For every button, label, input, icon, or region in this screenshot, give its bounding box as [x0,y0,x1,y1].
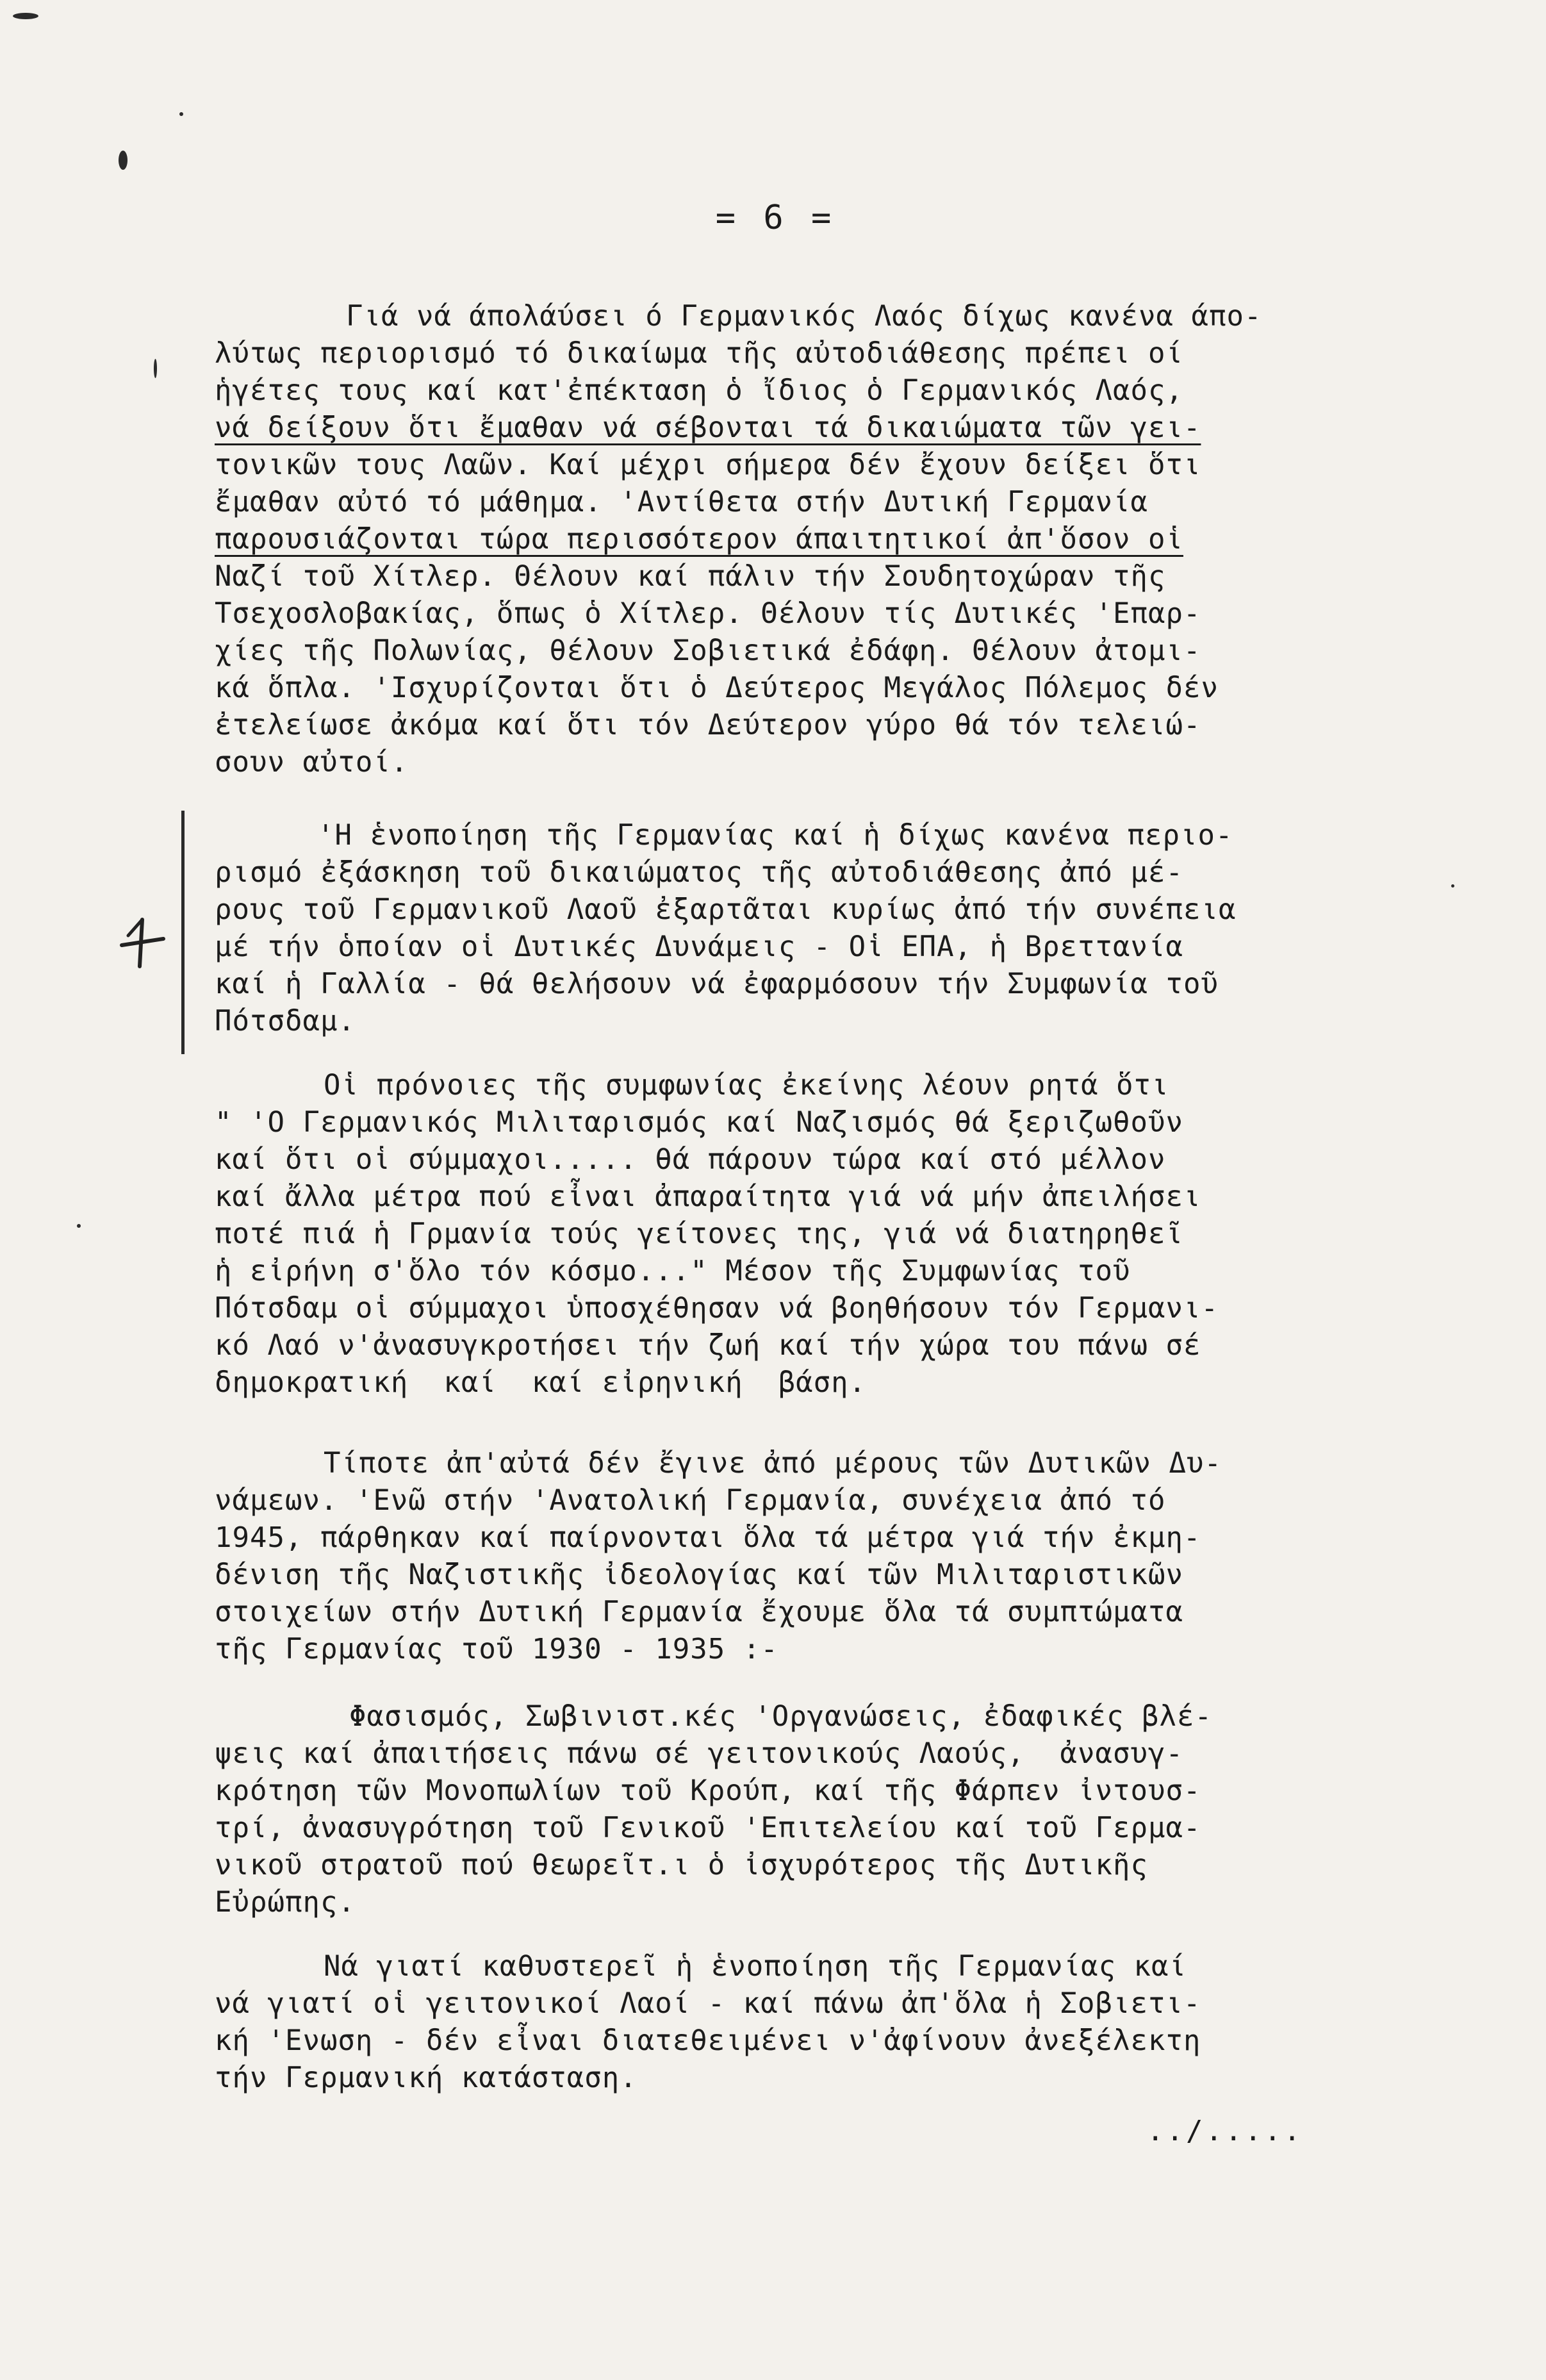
text-line: Πότσδαμ. [215,1005,356,1037]
paragraph-6 [215,1948,1361,2097]
text-line: Φασισμός, Σωβινιστ.κές 'Οργανώσεις, ἐδαφικές βλέ- [349,1700,1213,1733]
paragraph-3 [215,1067,1361,1401]
text-line: νά γιατί οἱ γειτονικοί Λαοί - καί πάνω ἀπ'ὅλα ἡ Σοβιετι- [215,1987,1201,2020]
text-line: μέ τήν ὁποίαν οἱ Δυτικές Δυνάμεις - Οἱ ΕΠΑ, ἡ Βρεττανία [215,930,1183,963]
paragraph-5 [215,1698,1361,1921]
text-line: κά ὅπλα. 'Ισχυρίζονται ὅτι ὁ Δεύτερος Μεγάλος Πόλεμος δέν [215,672,1219,704]
text-line: Πότσδαμ οἱ σύμμαχοι ὑποσχέθησαν νά βοηθήσουν τόν Γερμανι- [215,1292,1219,1325]
scan-artifact [1451,884,1454,888]
scan-artifact [119,151,127,170]
text-line: ψεις καί ἀπαιτήσεις πάνω σέ γειτονικούς Λαούς, ἀνασυγ- [215,1737,1183,1770]
text-line: ρισμό ἐξάσκηση τοῦ δικαιώματος τῆς αὐτοδιάθεσης ἀπό μέ- [215,856,1183,889]
text-line: νάμεων. 'Ενῶ στήν 'Ανατολική Γερμανία, συνέχεια ἀπό τό [215,1484,1166,1517]
text-line: Τσεχοσλοβακίας, ὅπως ὁ Χίτλερ. Θέλουν τίς Δυτικές 'Επαρ- [215,597,1201,630]
text-line: τρί, ἀνασυγρότηση τοῦ Γενικοῦ 'Επιτελείου καί τοῦ Γερμα- [215,1812,1201,1844]
text-line: " 'Ο Γερμανικός Μιλιταρισμός καί Ναζισμός θά ξεριζωθοῦν [215,1106,1183,1139]
text-line: δένιση τῆς Ναζιστικῆς ἰδεολογίας καί τῶν Μιλιταριστικῶν [215,1558,1183,1591]
scan-artifact [154,359,157,378]
scan-artifact [179,112,183,116]
text-line: δημοκρατική καί καί εἰρηνική βάση. [215,1366,867,1399]
text-line: 1945, πάρθηκαν καί παίρνονται ὅλα τά μέτρα γιά τήν ἐκμη- [215,1521,1201,1554]
text-line: ἡγέτες τους καί κατ'ἐπέκταση ὁ ἴδιος ὁ Γερμανικός Λαός, [215,374,1183,407]
text-line: νικοῦ στρατοῦ πού θεωρεῖτ.ι ὁ ἰσχυρότερος τῆς Δυτικῆς [215,1849,1148,1881]
margin-line [181,811,185,1054]
text-line: στοιχείων στήν Δυτική Γερμανία ἔχουμε ὅλα τά συμπτώματα [215,1596,1183,1628]
text-line: τήν Γερμανική κατάσταση. [215,2062,637,2094]
continuation-mark: ../..... [1147,2115,1303,2147]
text-line: Εὐρώπης. [215,1886,356,1919]
text-line: λύτως περιορισμό τό δικαίωμα τῆς αὐτοδιάθεσης πρέπει οί [215,337,1183,370]
text-line: ποτέ πιά ἡ Γρμανία τούς γείτονες της, γιά νά διατηρηθεῖ [215,1218,1183,1250]
text-line: τονικῶν τους Λαῶν. Καί μέχρι σήμερα δέν ἔχουν δείξει ὅτι [215,449,1201,481]
text-line: σουν αὐτοί. [215,746,409,779]
text-line: ἔμαθαν αὐτό τό μάθημα. 'Αντίθετα στήν Δυτική Γερμανία [215,486,1148,518]
text-line: Νά γιατί καθυστερεῖ ἡ ἑνοποίηση τῆς Γερμανίας καί [324,1950,1187,1983]
text-line: καί ἄλλα μέτρα πού εἶναι ἀπαραίτητα γιά νά μήν ἀπειλήσει [215,1180,1201,1213]
text-line: καί ἡ Γαλλία - θά θελήσουν νά ἐφαρμόσουν τήν Συμφωνία τοῦ [215,968,1219,1000]
text-line: ἐτελείωσε ἀκόμα καί ὅτι τόν Δεύτερον γύρο θά τόν τελειώ- [215,709,1201,741]
paragraph-2 [215,817,1361,1040]
page-number: = 6 = [715,199,835,237]
text-line: Τίποτε ἀπ'αὐτά δέν ἔγινε ἀπό μέρους τῶν Δυτικῶν Δυ- [324,1447,1222,1480]
text-line-underlined: παρουσιάζονται τώρα περισσότερον άπαιτητικοί ἀπ'ὅσον οἱ [215,523,1183,556]
scan-artifact [77,1224,81,1228]
text-line: τῆς Γερμανίας τοῦ 1930 - 1935 :- [215,1633,778,1665]
scan-artifact [13,13,38,19]
text-line: κρότηση τῶν Μονοπωλίων τοῦ Κρούπ, καί τῆς Φάρπεν ἰντουσ- [215,1774,1201,1807]
text-line: κή 'Ενωση - δέν εἶναι διατεθειμένει ν'ἀφίνουν ἀνεξέλεκτη [215,2024,1201,2057]
text-line: Γιά νά άπολάύσει ό Γερμανικός Λαός δίχως κανένα άπο- [346,300,1262,333]
paragraph-4 [215,1445,1361,1668]
text-line: ρους τοῦ Γερμανικοῦ Λαοῦ ἐξαρτᾶται κυρίως ἀπό τήν συνέπεια [215,893,1237,926]
paragraph-1 [215,298,1361,781]
handwritten-cross-icon [109,910,173,974]
text-line-underlined: νά δείξουν ὅτι ἔμαθαν νά σέβονται τά δικαιώματα τῶν γει- [215,411,1201,444]
text-line: χίες τῆς Πολωνίας, θέλουν Σοβιετικά ἐδάφη. Θέλουν ἀτομι- [215,634,1201,667]
text-line: Ναζί τοῦ Χίτλερ. Θέλουν καί πάλιν τήν Σουδητοχώραν τῆς [215,560,1166,593]
text-line: 'Η ἑνοποίηση τῆς Γερμανίας καί ἡ δίχως κανένα περιο- [317,819,1233,852]
text-line: ἡ εἰρήνη σ'ὅλο τόν κόσμο..." Μέσον τῆς Συμφωνίας τοῦ [215,1255,1131,1287]
text-line: κό Λαό ν'ἀνασυγκροτήσει τήν ζωή καί τήν χώρα του πάνω σέ [215,1329,1201,1362]
text-line: καί ὅτι οἱ σύμμαχοι..... θά πάρουν τώρα καί στό μέλλον [215,1143,1166,1176]
text-line: Οἱ πρόνοιες τῆς συμφωνίας ἐκείνης λέουν ρητά ὅτι [324,1069,1169,1102]
